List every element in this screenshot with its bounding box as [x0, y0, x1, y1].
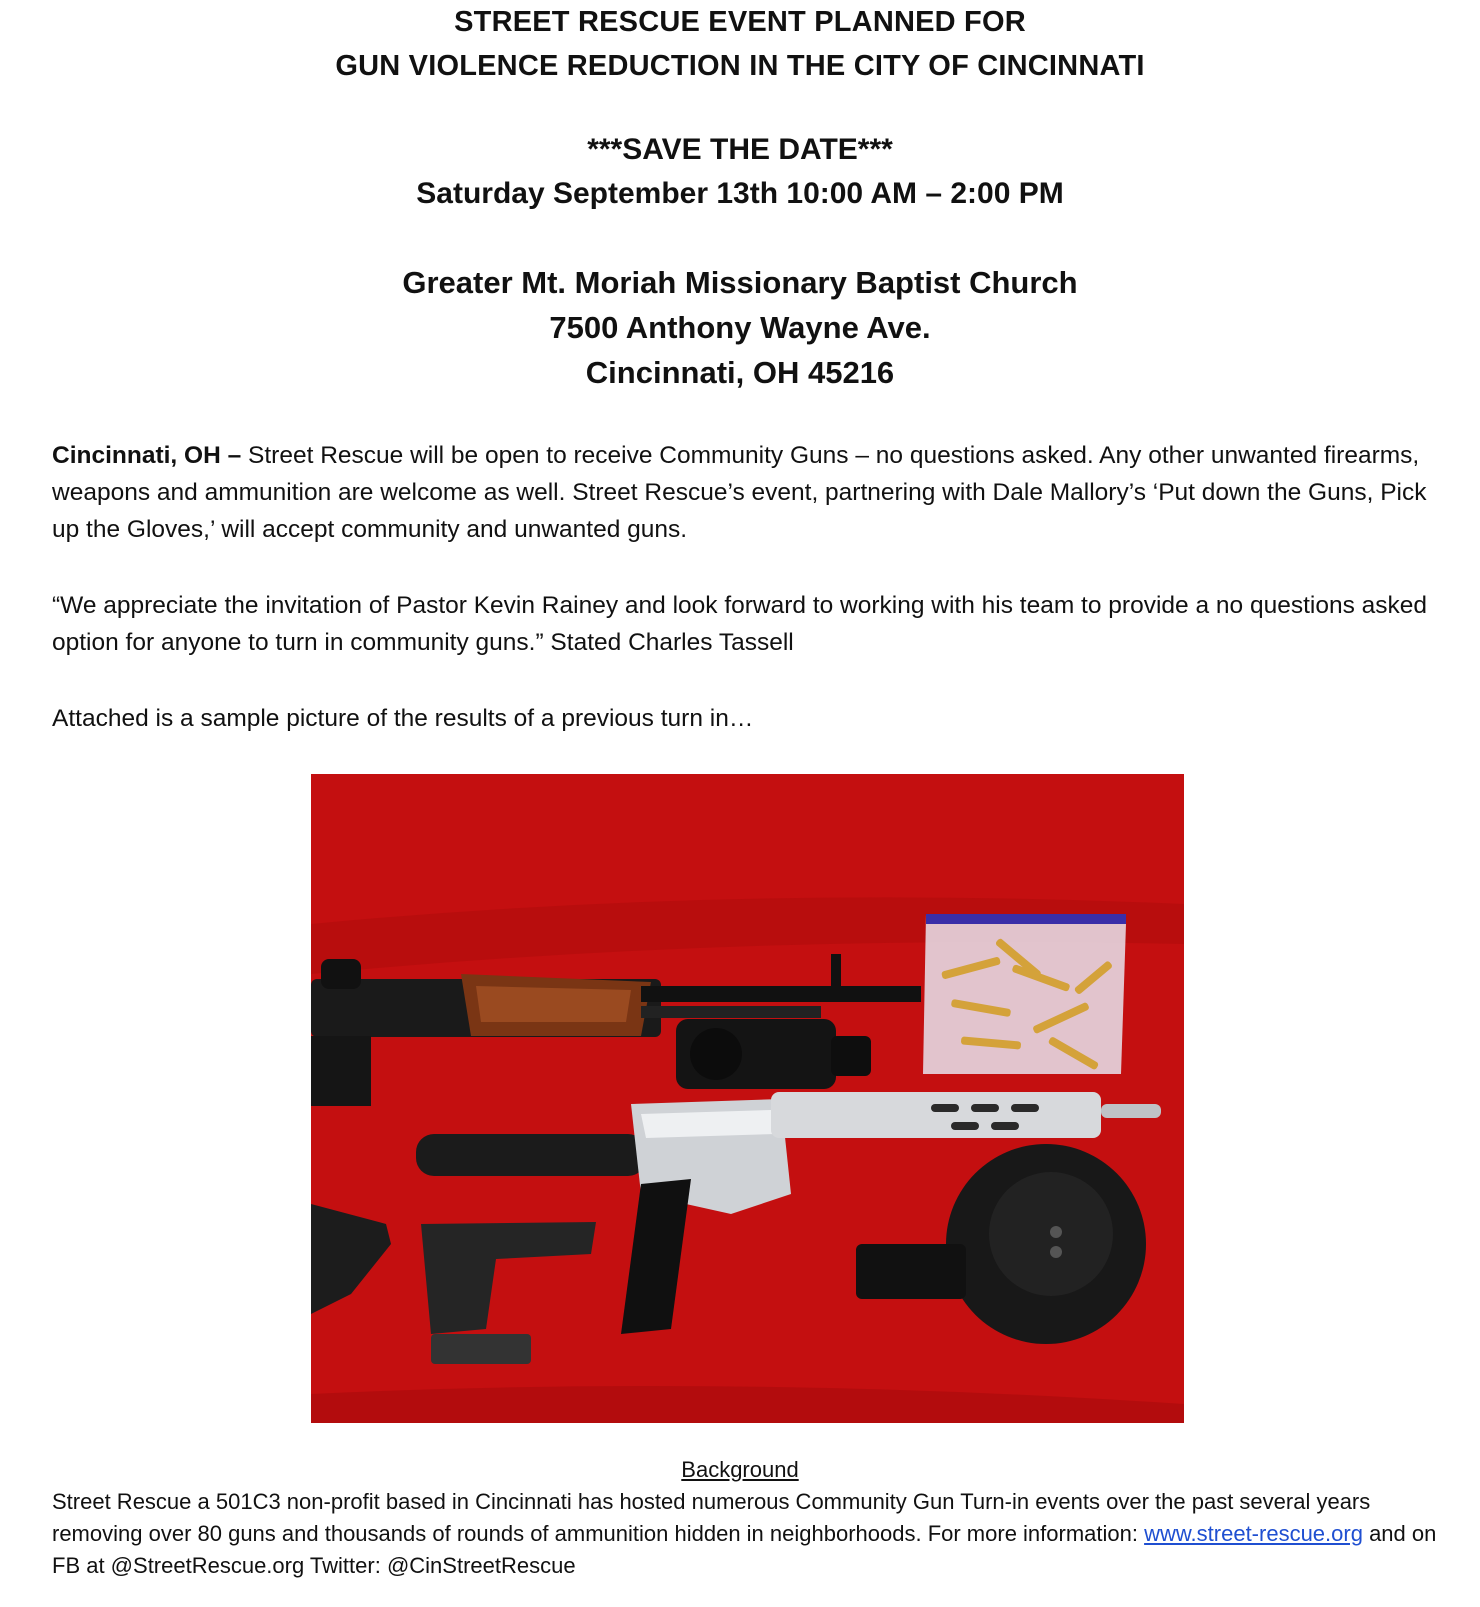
body-paragraph-1 — [52, 437, 1452, 548]
website-link[interactable]: www.street-rescue.org — [1144, 1521, 1363, 1546]
attachment-note: Attached is a sample picture of the results of a previous turn in… — [52, 705, 754, 732]
event-date-block — [0, 128, 1480, 216]
background-text-end: and on FB at @StreetRescue.org Twitter: @CinStreetRescue — [52, 1521, 1437, 1578]
body-paragraph-2 — [52, 587, 1452, 661]
save-the-date: ***SAVE THE DATE*** — [587, 133, 893, 166]
event-venue-block — [0, 260, 1480, 395]
paragraph-1-text: Street Rescue will be open to receive Community Guns – no questions asked. Any other unwanted firearms, weapons and ammunition are welcome as well. Street Rescue’s event, partnering with Dale Mallory’s ‘Put down the Guns, Pick up the Gloves,’ will accept community and unwanted guns. — [52, 442, 1427, 543]
venue-address-line-1: 7500 Anthony Wayne Ave. — [549, 310, 931, 345]
venue-address-line-2: Cincinnati, OH 45216 — [585, 355, 895, 390]
turn-in-photo — [311, 774, 1184, 1423]
title-line-1: STREET RESCUE EVENT PLANNED FOR — [454, 6, 1026, 38]
background-paragraph — [52, 1486, 1452, 1582]
venue-name: Greater Mt. Moriah Missionary Baptist Church — [402, 265, 1078, 300]
document-title — [0, 0, 1480, 88]
title-line-2: GUN VIOLENCE REDUCTION IN THE CITY OF CINCINNATI — [335, 50, 1145, 82]
turn-in-photo-illustration — [311, 774, 1184, 1423]
quote-text: “We appreciate the invitation of Pastor Kevin Rainey and look forward to working with his team to provide a no questions asked option for anyone to turn in community guns.” Stated Charles Tassell — [52, 592, 1428, 656]
dateline: Cincinnati, OH – — [52, 442, 242, 469]
background-heading: Background — [681, 1457, 799, 1482]
body-paragraph-3 — [52, 700, 1452, 737]
background-text: Street Rescue a 501C3 non-profit based in Cincinnati has hosted numerous Community Gun Turn-in events over the past several years removing over 80 guns and thousands of rounds of ammunition hidden in neighborhoods. For more information: — [52, 1489, 1371, 1546]
ammo-bag-illustration — [923, 914, 1126, 1074]
event-datetime: Saturday September 13th 10:00 AM – 2:00 PM — [416, 177, 1064, 210]
